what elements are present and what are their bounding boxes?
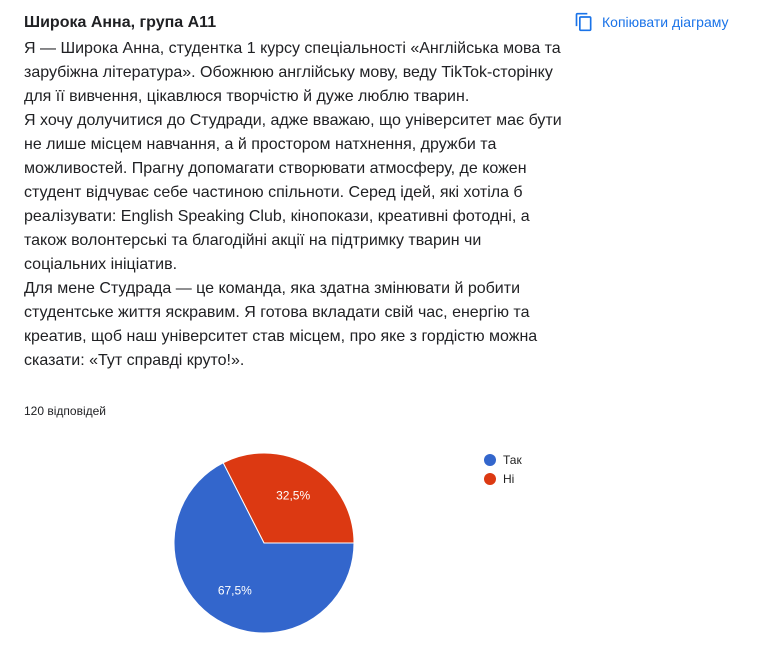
legend-item-yes[interactable]	[484, 450, 522, 469]
legend-swatch-yes	[484, 454, 496, 466]
legend-label-no: Ні	[503, 471, 515, 486]
chart-legend	[484, 450, 522, 488]
legend-swatch-no	[484, 473, 496, 485]
question-description	[24, 37, 564, 373]
legend-item-no[interactable]	[484, 469, 522, 488]
description-paragraph-3: Для мене Студрада — це команда, яка здатна змінювати й робити студентське життя яскравим. Я готова вкладати свій час, енергію та креатив, щоб наш університет став місцем, про яке з гордістю можна сказати: «Тут справді круто!».	[24, 280, 538, 369]
description-paragraph-1: Я — Широка Анна, студентка 1 курсу спеціальності «Англійська мова та зарубіжна література». Обожнюю англійську мову, веду TikTok-сторінку для її вивчення, цікавлюся творчістю й дуже люблю тварин.	[24, 40, 561, 105]
copy-chart-label: Копіювати діаграму	[602, 14, 729, 30]
responses-count: 120 відповідей	[24, 404, 106, 418]
legend-label-yes: Так	[503, 452, 522, 467]
copy-icon	[574, 12, 594, 32]
description-paragraph-2: Я хочу долучитися до Студради, адже вважаю, що університет має бути не лише місцем навчання, а й простором натхнення, дружби та можливостей. Прагну допомагати створювати атмосферу, де кожен студент відчуває себе частиною спільноти. Серед ідей, які хотіла б реалізувати: English Speaking Club, кінопокази, креативні фотодні, а також волонтерські та благодійні акції на підтримку тварин чи соціальних ініціатив.	[24, 112, 562, 273]
pie-label-no: 32,5%	[276, 488, 311, 503]
pie-label-yes: 67,5%	[217, 583, 252, 598]
pie-chart	[0, 430, 764, 662]
copy-chart-button[interactable]	[568, 8, 735, 36]
question-title: Широка Анна, група А11	[24, 14, 217, 31]
